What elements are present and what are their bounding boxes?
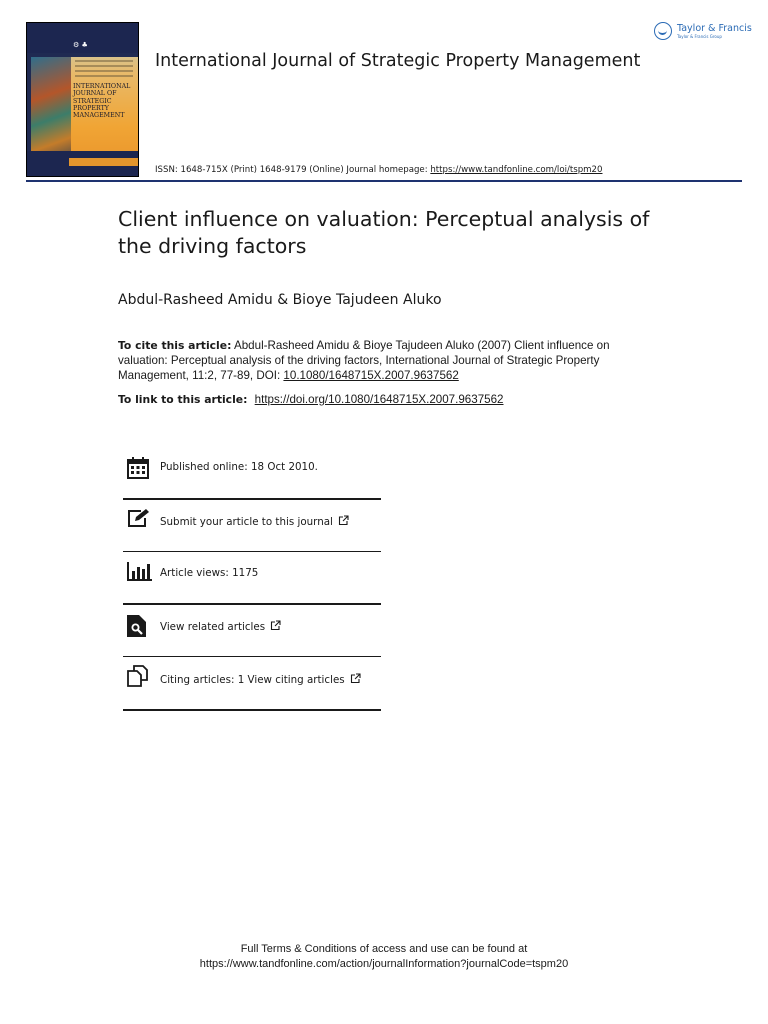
info-row-published xyxy=(123,450,381,498)
article-views: Article views: 1175 xyxy=(160,567,259,579)
publisher-logo[interactable] xyxy=(654,22,752,40)
calendar-icon xyxy=(127,457,149,483)
article-authors: Abdul-Rasheed Amidu & Bioye Tajudeen Aluko xyxy=(118,292,442,308)
publisher-name: Taylor & Francis xyxy=(677,22,752,34)
external-link-icon xyxy=(270,620,281,634)
issn-text: ISSN: 1648-715X (Print) 1648-9179 (Online) Journal homepage: xyxy=(155,165,431,175)
external-link-icon xyxy=(350,673,361,687)
published-date: Published online: 18 Oct 2010. xyxy=(160,461,318,473)
divider xyxy=(123,709,381,711)
journal-cover xyxy=(26,22,139,177)
article-info-list xyxy=(123,450,381,711)
cite-label: To cite this article: xyxy=(118,339,232,352)
cover-title: INTERNATIONAL JOURNAL OF STRATEGIC PROPERTY MANAGEMENT xyxy=(73,83,131,120)
view-related-articles-link[interactable]: View related articles xyxy=(160,620,281,634)
article-title: Client influence on valuation: Perceptual analysis of the driving factors xyxy=(118,207,650,258)
info-row-related[interactable] xyxy=(123,605,381,656)
publisher-group: Taylor & Francis Group xyxy=(677,33,722,39)
issn-line xyxy=(155,165,602,175)
article-link-block xyxy=(118,393,504,406)
cover-logos: ⚙ ♣ xyxy=(73,41,88,49)
bar-chart-icon xyxy=(127,561,153,585)
info-row-citing[interactable] xyxy=(123,657,381,709)
footer-terms-link[interactable]: https://www.tandfonline.com/action/journalInformation?journalCode=tspm20 xyxy=(199,958,569,970)
citation-block xyxy=(118,338,638,383)
footer-terms-text: Full Terms & Conditions of access and use can be found at xyxy=(240,943,528,955)
cite-doi-link[interactable]: 10.1080/1648715X.2007.9637562 xyxy=(283,369,459,382)
external-link-icon xyxy=(338,515,349,529)
footer xyxy=(0,942,768,972)
journal-title: International Journal of Strategic Property Management xyxy=(155,51,641,71)
header-divider xyxy=(26,180,742,182)
citing-articles-link[interactable]: Citing articles: 1 View citing articles xyxy=(160,673,361,687)
submit-article-link[interactable]: Submit your article to this journal xyxy=(160,515,349,529)
info-row-views xyxy=(123,552,381,603)
cite-text: Abdul-Rasheed Amidu & Bioye Tajudeen Aluko (2007) Client influence on valuation: Perceptual analysis of the driving factors, International Journal of Strategic Property Management, 11:2, 77-89, DOI: xyxy=(118,339,610,382)
info-row-submit[interactable] xyxy=(123,500,381,551)
article-doi-link[interactable]: https://doi.org/10.1080/1648715X.2007.9637562 xyxy=(254,393,504,406)
journal-homepage-link[interactable]: https://www.tandfonline.com/loi/tspm20 xyxy=(430,165,603,175)
link-label: To link to this article: xyxy=(118,393,248,406)
search-document-icon xyxy=(127,615,147,641)
edit-icon xyxy=(127,508,151,532)
publisher-logo-icon xyxy=(654,22,672,40)
citing-documents-icon xyxy=(127,665,151,691)
